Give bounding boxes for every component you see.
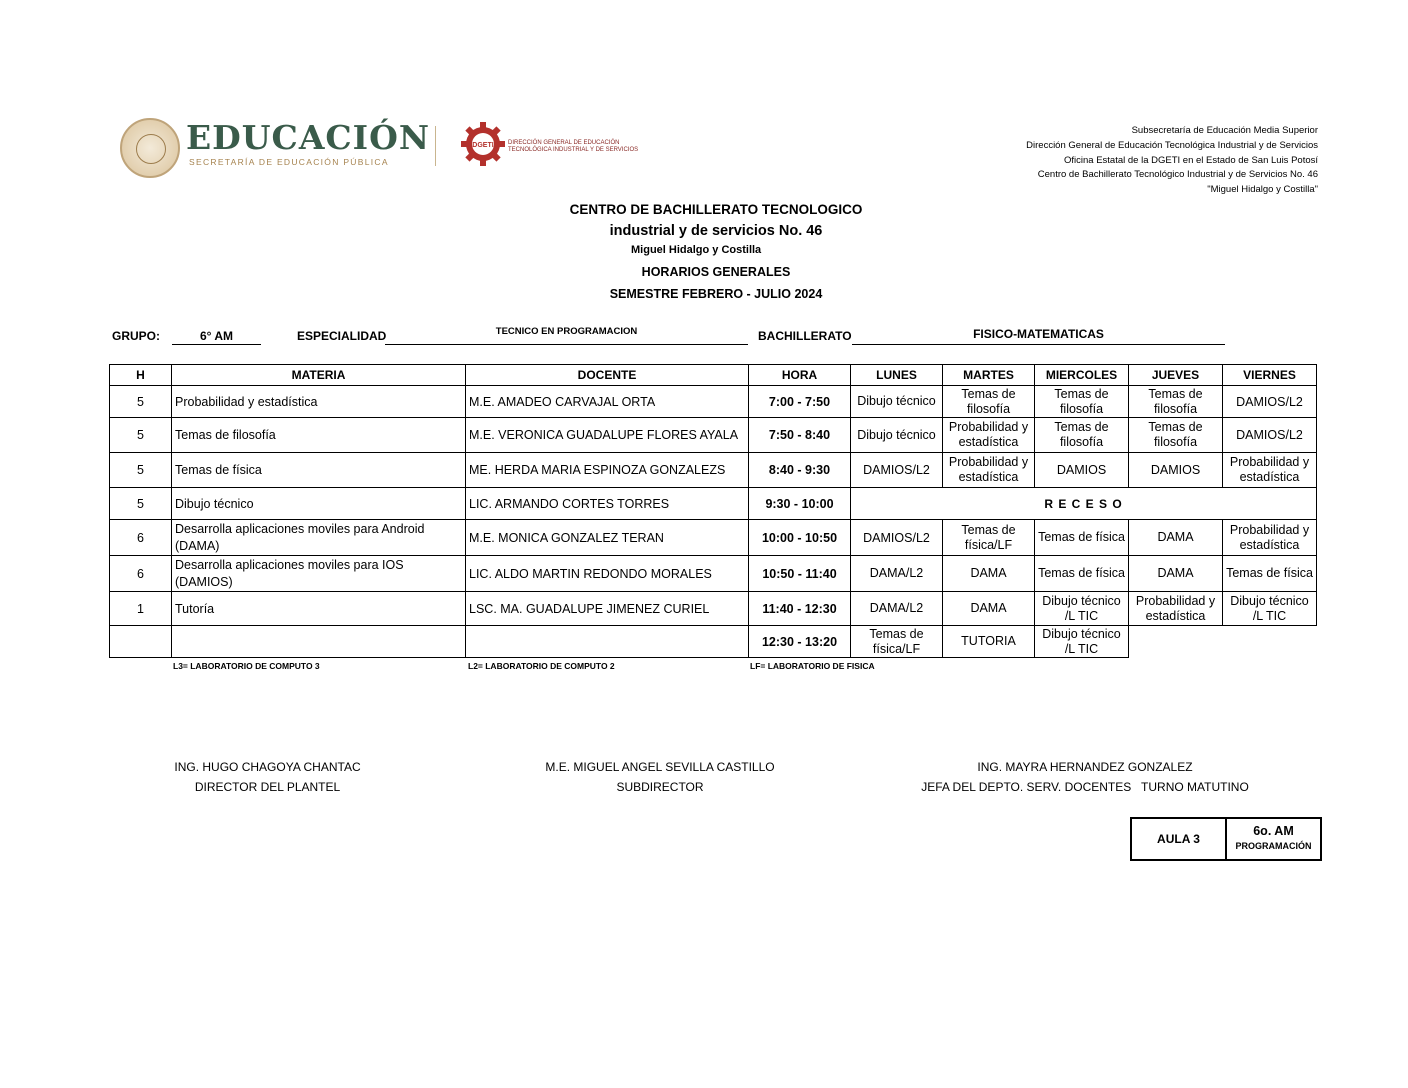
cell-viernes: Temas de física <box>1223 556 1317 592</box>
institution-header <box>1026 124 1318 198</box>
cell-materia: Tutoría <box>172 592 466 626</box>
header-line: Oficina Estatal de la DGETI en el Estado de San Luis Potosí <box>1064 154 1318 166</box>
header-line: Subsecretaría de Educación Media Superior <box>1131 125 1318 136</box>
col-header-miercoles: MIERCOLES <box>1035 365 1129 386</box>
cell-hora: 12:30 - 13:20 <box>749 626 851 658</box>
col-header-jueves: JUEVES <box>1129 365 1223 386</box>
cell-materia: Desarrolla aplicaciones moviles para IOS (DAMIOS) <box>172 556 466 592</box>
dgeti-badge-text: DGETI <box>472 142 494 149</box>
col-header-martes: MARTES <box>943 365 1035 386</box>
col-header-h: H <box>110 365 172 386</box>
signature-role: DIRECTOR DEL PLANTEL <box>194 780 341 794</box>
cell-h: 6 <box>110 556 172 592</box>
cell-h: 5 <box>110 453 172 488</box>
cell-viernes: DAMIOS/L2 <box>1223 418 1317 453</box>
cell-martes: Probabilidad y estadística <box>943 418 1035 453</box>
cell-miercoles: Temas de física <box>1035 556 1129 592</box>
dgeti-gear-logo <box>460 121 506 167</box>
header-line: "Miguel Hidalgo y Costilla" <box>1207 184 1318 196</box>
cell-docente: ME. HERDA MARIA ESPINOZA GONZALEZS <box>466 453 749 488</box>
cell-materia: Temas de física <box>172 453 466 488</box>
educacion-logo-subtitle: SECRETARÍA DE EDUCACIÓN PÚBLICA <box>189 157 389 167</box>
signature-subdirector <box>520 760 800 794</box>
cell-lunes: Dibujo técnico <box>851 418 943 453</box>
cell-docente <box>466 626 749 658</box>
aula-group-cell <box>1226 818 1321 860</box>
cell-martes: DAMA <box>943 592 1035 626</box>
title-school: CENTRO DE BACHILLERATO TECNOLOGICO <box>569 202 863 217</box>
cell-materia: Probabilidad y estadística <box>172 386 466 418</box>
col-header-lunes: LUNES <box>851 365 943 386</box>
table-row <box>110 453 1317 488</box>
table-row <box>110 418 1317 453</box>
cell-docente: LIC. ALDO MARTIN REDONDO MORALES <box>466 556 749 592</box>
title-semester: SEMESTRE FEBRERO - JULIO 2024 <box>609 287 823 301</box>
title-schedule: HORARIOS GENERALES <box>641 265 791 279</box>
signature-name: M.E. MIGUEL ANGEL SEVILLA CASTILLO <box>545 760 775 774</box>
cell-hora: 10:50 - 11:40 <box>749 556 851 592</box>
aula-box <box>1130 817 1322 861</box>
cell-materia: Temas de filosofía <box>172 418 466 453</box>
cell-h: 6 <box>110 520 172 556</box>
col-header-materia: MATERIA <box>172 365 466 386</box>
cell-martes: Temas de filosofía <box>943 386 1035 418</box>
cell-martes: Temas de física/LF <box>943 520 1035 556</box>
cell-hora: 10:00 - 10:50 <box>749 520 851 556</box>
cell-h <box>110 626 172 658</box>
table-row <box>110 386 1317 418</box>
signature-director <box>150 760 385 794</box>
cell-materia: Dibujo técnico <box>172 488 466 520</box>
title-school-type: industrial y de servicios No. 46 <box>609 223 823 239</box>
signature-name: ING. HUGO CHAGOYA CHANTAC <box>174 760 361 774</box>
cell-martes: TUTORIA <box>943 626 1035 658</box>
cell-materia <box>172 626 466 658</box>
cell-materia: Desarrolla aplicaciones moviles para Android (DAMA) <box>172 520 466 556</box>
cell-viernes: Dibujo técnico /L TIC <box>1223 592 1317 626</box>
educacion-logo-text: EDUCACIÓN <box>186 118 431 157</box>
signature-role: JEFA DEL DEPTO. SERV. DOCENTES TURNO MATUTINO <box>921 780 1249 794</box>
legend-l3: L3= LABORATORIO DE COMPUTO 3 <box>173 661 320 671</box>
receso-cell: R E C E S O <box>851 488 1317 520</box>
logo-divider <box>435 126 436 166</box>
table-header-row <box>110 365 1317 386</box>
cell-martes: DAMA <box>943 556 1035 592</box>
cell-lunes: Temas de física/LF <box>851 626 943 658</box>
cell-hora: 9:30 - 10:00 <box>749 488 851 520</box>
cell-martes: Probabilidad y estadística <box>943 453 1035 488</box>
cell-jueves <box>1129 626 1223 658</box>
aula-group: 6o. AM <box>1253 824 1294 838</box>
aula-label: AULA 3 <box>1131 818 1226 860</box>
cell-jueves: Probabilidad y estadística <box>1129 592 1223 626</box>
cell-docente: M.E. VERONICA GUADALUPE FLORES AYALA <box>466 418 749 453</box>
aula-program: PROGRAMACIÓN <box>1235 841 1312 851</box>
col-header-viernes: VIERNES <box>1223 365 1317 386</box>
cell-hora: 11:40 - 12:30 <box>749 592 851 626</box>
title-school-name: Miguel Hidalgo y Costilla <box>631 244 762 256</box>
cell-miercoles: Temas de filosofía <box>1035 386 1129 418</box>
header-line: Dirección General de Educación Tecnológica Industrial y de Servicios <box>1026 139 1318 151</box>
especialidad-label: ESPECIALIDAD <box>297 329 387 343</box>
cell-jueves: Temas de filosofía <box>1129 386 1223 418</box>
cell-hora: 8:40 - 9:30 <box>749 453 851 488</box>
mexico-seal-logo <box>120 118 180 178</box>
cell-lunes: DAMA/L2 <box>851 592 943 626</box>
signature-jefa-servicios <box>905 760 1265 794</box>
grupo-label: GRUPO: <box>112 329 160 343</box>
cell-lunes: DAMIOS/L2 <box>851 520 943 556</box>
cell-docente: LSC. MA. GUADALUPE JIMENEZ CURIEL <box>466 592 749 626</box>
bachillerato-value: FISICO-MATEMATICAS <box>852 327 1225 345</box>
cell-miercoles: Dibujo técnico /L TIC <box>1035 592 1129 626</box>
especialidad-value: TECNICO EN PROGRAMACION <box>385 326 748 345</box>
grupo-value: 6° AM <box>172 329 261 345</box>
cell-viernes: Probabilidad y estadística <box>1223 453 1317 488</box>
cell-jueves: DAMIOS <box>1129 453 1223 488</box>
cell-miercoles: Dibujo técnico /L TIC <box>1035 626 1129 658</box>
cell-docente: LIC. ARMANDO CORTES TORRES <box>466 488 749 520</box>
cell-viernes <box>1223 626 1317 658</box>
legend-lf: LF= LABORATORIO DE FISICA <box>750 661 875 671</box>
cell-viernes: Probabilidad y estadística <box>1223 520 1317 556</box>
cell-lunes: DAMA/L2 <box>851 556 943 592</box>
legend-l2: L2= LABORATORIO DE COMPUTO 2 <box>468 661 615 671</box>
cell-miercoles: Temas de física <box>1035 520 1129 556</box>
table-row <box>110 520 1317 556</box>
signature-name: ING. MAYRA HERNANDEZ GONZALEZ <box>977 760 1193 774</box>
cell-hora: 7:00 - 7:50 <box>749 386 851 418</box>
cell-viernes: DAMIOS/L2 <box>1223 386 1317 418</box>
col-header-docente: DOCENTE <box>466 365 749 386</box>
dgeti-logo-text: DIRECCIÓN GENERAL DE EDUCACIÓN TECNOLÓGICA INDUSTRIAL Y DE SERVICIOS <box>508 140 639 153</box>
col-header-hora: HORA <box>749 365 851 386</box>
cell-h: 1 <box>110 592 172 626</box>
table-row <box>110 592 1317 626</box>
cell-lunes: DAMIOS/L2 <box>851 453 943 488</box>
cell-docente: M.E. MONICA GONZALEZ TERAN <box>466 520 749 556</box>
cell-lunes: Dibujo técnico <box>851 386 943 418</box>
cell-h: 5 <box>110 418 172 453</box>
cell-jueves: DAMA <box>1129 556 1223 592</box>
table-row <box>110 556 1317 592</box>
cell-hora: 7:50 - 8:40 <box>749 418 851 453</box>
cell-miercoles: Temas de filosofía <box>1035 418 1129 453</box>
table-row <box>110 488 1317 520</box>
cell-jueves: DAMA <box>1129 520 1223 556</box>
bachillerato-label: BACHILLERATO <box>758 329 852 343</box>
signature-role: SUBDIRECTOR <box>616 780 704 794</box>
cell-docente: M.E. AMADEO CARVAJAL ORTA <box>466 386 749 418</box>
cell-h: 5 <box>110 488 172 520</box>
cell-jueves: Temas de filosofía <box>1129 418 1223 453</box>
cell-miercoles: DAMIOS <box>1035 453 1129 488</box>
table-row <box>110 626 1317 658</box>
schedule-table <box>109 364 1317 658</box>
header-line: Centro de Bachillerato Tecnológico Industrial y de Servicios No. 46 <box>1037 169 1318 181</box>
cell-h: 5 <box>110 386 172 418</box>
